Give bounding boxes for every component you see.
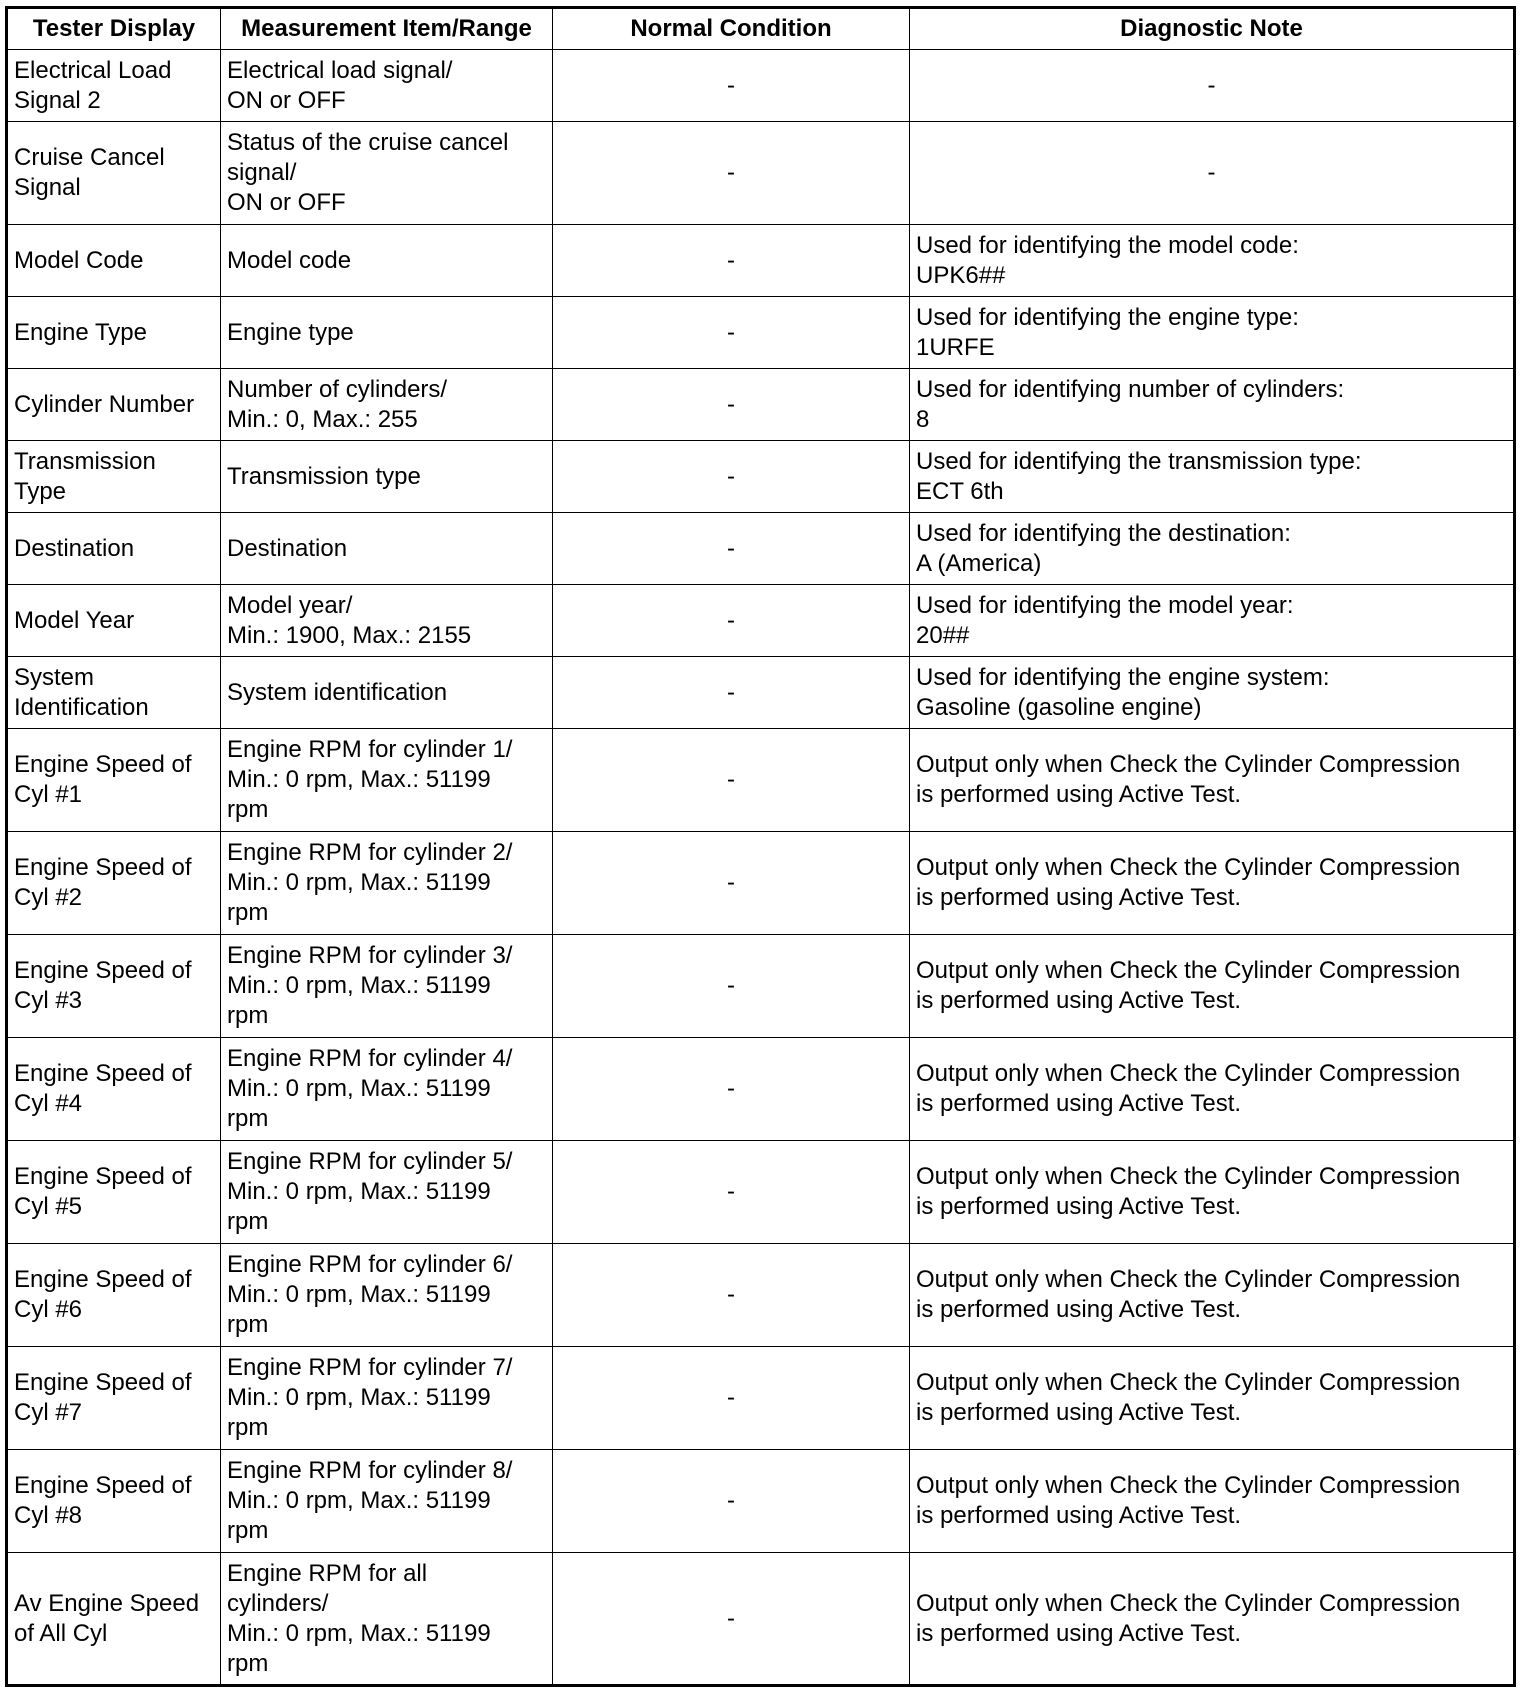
table-row xyxy=(7,585,1515,657)
diagnostic-note-cell: Output only when Check the Cylinder Compression is performed using Active Test. xyxy=(910,1347,1515,1450)
tester-display-cell: Model Year xyxy=(7,585,221,657)
tester-display-cell: Destination xyxy=(7,513,221,585)
diagnostic-note-cell: Used for identifying the engine type: 1URFE xyxy=(910,297,1515,369)
table-row xyxy=(7,1347,1515,1450)
diagnostic-note-cell: Used for identifying the transmission type: ECT 6th xyxy=(910,441,1515,513)
measurement-cell: Engine RPM for cylinder 5/ Min.: 0 rpm, Max.: 51199 rpm xyxy=(221,1141,553,1244)
normal-condition-cell: - xyxy=(553,369,910,441)
measurement-cell: Model year/ Min.: 1900, Max.: 2155 xyxy=(221,585,553,657)
normal-condition-cell: - xyxy=(553,657,910,729)
diagnostic-note-cell: Output only when Check the Cylinder Compression is performed using Active Test. xyxy=(910,1038,1515,1141)
measurement-cell: Transmission type xyxy=(221,441,553,513)
diagnostic-note-cell: Used for identifying the destination: A (America) xyxy=(910,513,1515,585)
tester-display-cell: Engine Speed of Cyl #3 xyxy=(7,935,221,1038)
measurement-cell: Number of cylinders/ Min.: 0, Max.: 255 xyxy=(221,369,553,441)
tester-display-cell: Engine Speed of Cyl #1 xyxy=(7,729,221,832)
diagnostic-note-cell: Used for identifying number of cylinders: 8 xyxy=(910,369,1515,441)
normal-condition-cell: - xyxy=(553,297,910,369)
table-row xyxy=(7,1141,1515,1244)
table-row xyxy=(7,657,1515,729)
table-row xyxy=(7,935,1515,1038)
normal-condition-cell: - xyxy=(553,1450,910,1553)
table-row xyxy=(7,297,1515,369)
measurement-cell: Engine RPM for cylinder 2/ Min.: 0 rpm, Max.: 51199 rpm xyxy=(221,832,553,935)
tester-display-cell: Engine Speed of Cyl #2 xyxy=(7,832,221,935)
diagnostic-note-cell: Used for identifying the model code: UPK6## xyxy=(910,225,1515,297)
diagnostic-note-cell: Output only when Check the Cylinder Compression is performed using Active Test. xyxy=(910,935,1515,1038)
measurement-cell: Destination xyxy=(221,513,553,585)
header-tester-display: Tester Display xyxy=(7,8,221,50)
measurement-cell: Engine RPM for cylinder 7/ Min.: 0 rpm, Max.: 51199 rpm xyxy=(221,1347,553,1450)
measurement-cell: Engine type xyxy=(221,297,553,369)
normal-condition-cell: - xyxy=(553,1553,910,1686)
normal-condition-cell: - xyxy=(553,225,910,297)
tester-display-cell: Engine Speed of Cyl #6 xyxy=(7,1244,221,1347)
table-row xyxy=(7,1450,1515,1553)
table-row xyxy=(7,225,1515,297)
normal-condition-cell: - xyxy=(553,1141,910,1244)
normal-condition-cell: - xyxy=(553,1038,910,1141)
diagnostic-note-cell: Output only when Check the Cylinder Compression is performed using Active Test. xyxy=(910,729,1515,832)
diagnostic-note-cell: Output only when Check the Cylinder Compression is performed using Active Test. xyxy=(910,1141,1515,1244)
header-normal-condition: Normal Condition xyxy=(553,8,910,50)
measurement-cell: Electrical load signal/ ON or OFF xyxy=(221,50,553,122)
table-row xyxy=(7,369,1515,441)
tester-display-cell: Cylinder Number xyxy=(7,369,221,441)
measurement-cell: Engine RPM for all cylinders/ Min.: 0 rpm, Max.: 51199 rpm xyxy=(221,1553,553,1686)
normal-condition-cell: - xyxy=(553,441,910,513)
diagnostic-note-cell: Used for identifying the model year: 20## xyxy=(910,585,1515,657)
normal-condition-cell: - xyxy=(553,1347,910,1450)
diagnostic-note-cell: Used for identifying the engine system: Gasoline (gasoline engine) xyxy=(910,657,1515,729)
table-row xyxy=(7,513,1515,585)
measurement-cell: Engine RPM for cylinder 1/ Min.: 0 rpm, Max.: 51199 rpm xyxy=(221,729,553,832)
tester-display-cell: Transmission Type xyxy=(7,441,221,513)
header-row xyxy=(7,8,1515,50)
measurement-cell: Status of the cruise cancel signal/ ON or OFF xyxy=(221,122,553,225)
tester-display-cell: Av Engine Speed of All Cyl xyxy=(7,1553,221,1686)
diagnostic-note-cell: Output only when Check the Cylinder Compression is performed using Active Test. xyxy=(910,1553,1515,1686)
header-measurement-item: Measurement Item/Range xyxy=(221,8,553,50)
diagnostic-note-cell: - xyxy=(910,50,1515,122)
normal-condition-cell: - xyxy=(553,50,910,122)
normal-condition-cell: - xyxy=(553,935,910,1038)
measurement-cell: Engine RPM for cylinder 3/ Min.: 0 rpm, Max.: 51199 rpm xyxy=(221,935,553,1038)
normal-condition-cell: - xyxy=(553,513,910,585)
measurement-cell: Model code xyxy=(221,225,553,297)
table-row xyxy=(7,50,1515,122)
normal-condition-cell: - xyxy=(553,1244,910,1347)
normal-condition-cell: - xyxy=(553,729,910,832)
tester-display-cell: Electrical Load Signal 2 xyxy=(7,50,221,122)
measurement-cell: Engine RPM for cylinder 6/ Min.: 0 rpm, Max.: 51199 rpm xyxy=(221,1244,553,1347)
normal-condition-cell: - xyxy=(553,122,910,225)
tester-display-cell: Engine Speed of Cyl #8 xyxy=(7,1450,221,1553)
tester-display-cell: Engine Speed of Cyl #4 xyxy=(7,1038,221,1141)
table-row xyxy=(7,1244,1515,1347)
tester-display-cell: Cruise Cancel Signal xyxy=(7,122,221,225)
tester-display-cell: Model Code xyxy=(7,225,221,297)
table-row xyxy=(7,729,1515,832)
header-diagnostic-note: Diagnostic Note xyxy=(910,8,1515,50)
measurement-cell: System identification xyxy=(221,657,553,729)
tester-display-cell: Engine Speed of Cyl #7 xyxy=(7,1347,221,1450)
table-row xyxy=(7,1553,1515,1686)
tester-display-cell: Engine Type xyxy=(7,297,221,369)
normal-condition-cell: - xyxy=(553,585,910,657)
measurement-cell: Engine RPM for cylinder 4/ Min.: 0 rpm, Max.: 51199 rpm xyxy=(221,1038,553,1141)
tester-display-cell: System Identification xyxy=(7,657,221,729)
table-row xyxy=(7,1038,1515,1141)
table-row xyxy=(7,832,1515,935)
table-row xyxy=(7,441,1515,513)
diagnostic-data-table xyxy=(5,6,1516,1687)
measurement-cell: Engine RPM for cylinder 8/ Min.: 0 rpm, Max.: 51199 rpm xyxy=(221,1450,553,1553)
diagnostic-note-cell: - xyxy=(910,122,1515,225)
table-row xyxy=(7,122,1515,225)
diagnostic-note-cell: Output only when Check the Cylinder Compression is performed using Active Test. xyxy=(910,1244,1515,1347)
normal-condition-cell: - xyxy=(553,832,910,935)
diagnostic-note-cell: Output only when Check the Cylinder Compression is performed using Active Test. xyxy=(910,1450,1515,1553)
tester-display-cell: Engine Speed of Cyl #5 xyxy=(7,1141,221,1244)
diagnostic-note-cell: Output only when Check the Cylinder Compression is performed using Active Test. xyxy=(910,832,1515,935)
